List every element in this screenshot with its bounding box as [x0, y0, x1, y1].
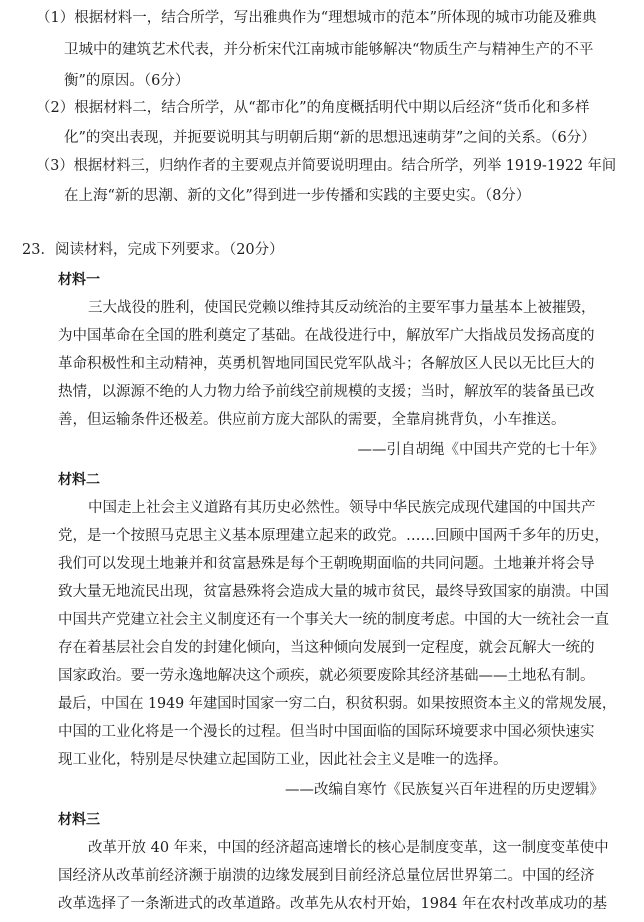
question-1-line-3: 衡”的原因。（6分） [64, 73, 190, 89]
question-1-line-2: 卫城中的建筑艺术代表，并分析宋代江南城市能够解决“物质生产与精神生产的不平 [64, 42, 594, 58]
material-1-line: 善，但运输条件还极差。供应前方庞大部队的需要，全靠肩挑背负，小车推送。 [58, 412, 566, 428]
question-2-line-1: （2）根据材料二，结合所学，从“都市化”的角度概括明代中期以后经济“货币化和多样 [36, 100, 590, 116]
material-2-line: 最后，中国在 1949 年建国时国家一穷二白，积贫积弱。如果按照资本主义的常规发展， [58, 696, 617, 712]
material-1-line: 三大战役的胜利，使国民党赖以维持其反动统治的主要军事力量基本上被摧毁， [88, 300, 596, 316]
material-3-line: 改革开放 40 年来，中国的经济超高速增长的核心是制度变革，这一制度变革使中 [88, 840, 609, 856]
material-1-line: 革命积极性和主动精神，英勇机智地同国民党军队战斗；各解放区人民以无比巨大的 [58, 356, 595, 372]
material-2-heading: 材料二 [58, 472, 100, 488]
material-2-line: 我们可以发现土地兼并和贫富悬殊是每个王朝晚期面临的共同问题。土地兼并将会导 [58, 556, 595, 572]
material-1-line: 为中国革命在全国的胜利奠定了基础。在战役进行中，解放军广大指战员发扬高度的 [58, 328, 595, 344]
material-1-line: 热情，以源源不绝的人力物力给予前线空前规模的支援；当时，解放军的装备虽已改 [58, 384, 595, 400]
material-2-line: 存在着基层社会自发的封建化倾向，当这种倾向发展到一定程度，就会瓦解大一统的 [58, 640, 595, 656]
material-2-source: ——改编自寒竹《民族复兴百年进程的历史逻辑》 [285, 782, 604, 798]
material-3-line: 改革选择了一条渐进式的改革道路。改革先从农村开始，1984 年在农村改革成功的基 [58, 896, 608, 912]
material-3-heading: 材料三 [58, 812, 100, 828]
material-2-line: 党，是一个按照马克思主义基本原理建立起来的政党。……回顾中国两千多年的历史， [58, 528, 609, 544]
question-3-line-1: （3）根据材料三，归纳作者的主要观点并简要说明理由。结合所学，列举 1919-1922 年间 [36, 158, 617, 174]
material-3-line: 国经济从改革前经济濒于崩溃的边缘发展到目前经济总量位居世界第二。中国的经济 [58, 868, 595, 884]
material-1-heading: 材料一 [58, 272, 100, 288]
material-2-line: 现工业化，特别是尽快建立起国防工业，因此社会主义是唯一的选择。 [58, 752, 508, 768]
question-2-line-2: 化”的突出表现，并扼要说明其与明朝后期“新的思想迅速萌芽”之间的关系。（6分） [64, 130, 596, 146]
material-2-line: 中国走上社会主义道路有其历史必然性。领导中华民族完成现代建国的中国共产 [88, 500, 596, 516]
material-2-line: 致大量无地流民出现，贫富悬殊将会造成大量的城市贫民，最终导致国家的崩溃。中国 [58, 584, 609, 600]
material-1-source: ——引自胡绳《中国共产党的七十年》 [357, 442, 604, 458]
material-2-line: 中国的工业化将是一个漫长的过程。但当时中国面临的国际环境要求中国必须快速实 [58, 724, 595, 740]
question-1-line-1: （1）根据材料一，结合所学，写出雅典作为“理想城市的范本”所体现的城市功能及雅典 [36, 10, 597, 26]
material-2-line: 国家政治。要一劳永逸地解决这个顽疾，就必须要废除其经济基础——土地私有制。 [58, 668, 595, 684]
material-2-line: 中国共产党建立社会主义制度还有一个事关大一统的制度考虑。中国的大一统社会一直 [58, 612, 609, 628]
question-23-title: 23．阅读材料，完成下列要求。（20分） [22, 242, 284, 258]
question-3-line-2: 在上海“新的思潮、新的文化”得到进一步传播和实践的主要史实。（8分） [64, 188, 531, 204]
